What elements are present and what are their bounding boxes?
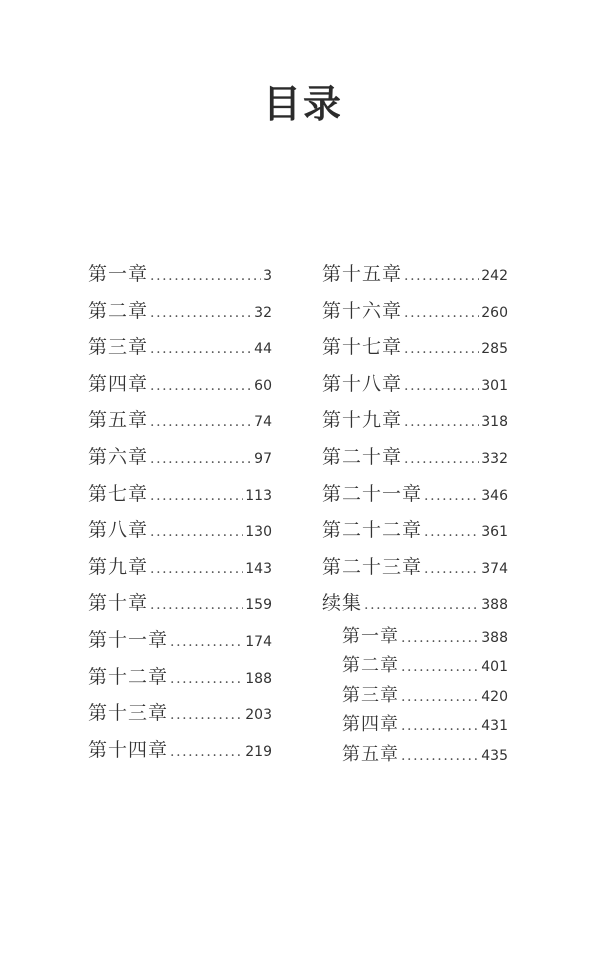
toc-sub-entry-label: 第二章 <box>342 655 399 677</box>
toc-entry-page: 346 <box>481 487 508 504</box>
toc-entry[interactable] <box>322 549 508 586</box>
toc-entry-label: 第九章 <box>88 555 149 578</box>
toc-entry[interactable] <box>322 329 508 366</box>
toc-entry[interactable] <box>88 293 272 330</box>
dot-leader <box>364 587 479 624</box>
toc-entry-page: 374 <box>481 560 508 577</box>
toc-sub-entry-label: 第四章 <box>342 714 399 736</box>
toc-entry[interactable] <box>88 366 272 403</box>
toc-sub-entry-page: 420 <box>481 688 508 705</box>
toc-entry[interactable] <box>322 256 508 293</box>
toc-entry-page: 130 <box>245 524 272 541</box>
toc-entry[interactable] <box>322 402 508 439</box>
toc-entry[interactable] <box>88 585 272 622</box>
toc-entry[interactable] <box>88 476 272 513</box>
toc-entry[interactable] <box>88 256 272 293</box>
toc-sub-entry-page: 431 <box>481 718 508 735</box>
toc-entry-page: 32 <box>254 304 272 321</box>
toc-entry[interactable] <box>88 512 272 549</box>
toc-entry-label: 第二十二章 <box>322 519 423 542</box>
dot-leader <box>170 661 243 698</box>
toc-entry-label: 第十八章 <box>322 372 403 395</box>
dot-leader <box>404 441 479 478</box>
toc-entry[interactable] <box>88 659 272 696</box>
toc-entry-page: 143 <box>245 560 272 577</box>
toc-sub-entry[interactable] <box>322 710 508 739</box>
toc-entry[interactable] <box>88 329 272 366</box>
toc-entry-page: 219 <box>245 743 272 760</box>
dot-leader <box>150 295 252 332</box>
dot-leader <box>170 624 243 661</box>
toc-entry-page: 44 <box>254 341 272 358</box>
dot-leader <box>404 258 479 295</box>
toc-entry-page: 285 <box>481 341 508 358</box>
dot-leader <box>150 478 243 515</box>
toc-entry-page: 159 <box>245 597 272 614</box>
toc-entry-label: 第二十一章 <box>322 482 423 505</box>
toc-entry-label: 第十四章 <box>88 738 169 761</box>
toc-sub-entry[interactable] <box>322 740 508 769</box>
dot-leader <box>404 295 479 332</box>
toc-entry-page: 332 <box>481 450 508 467</box>
toc-entry-label: 第十章 <box>88 592 149 615</box>
toc-entry-page: 388 <box>481 597 508 614</box>
toc-entry-page: 113 <box>245 487 272 504</box>
toc-entry-page: 260 <box>481 304 508 321</box>
toc-entry-page: 318 <box>481 414 508 431</box>
toc-entry[interactable] <box>322 293 508 330</box>
toc-sub-entry-page: 435 <box>481 747 508 764</box>
page-title: 目录 <box>262 82 343 126</box>
toc-entry-page: 60 <box>254 377 272 394</box>
toc-entry-page: 242 <box>481 268 508 284</box>
dot-leader <box>170 734 243 771</box>
dot-leader <box>150 514 243 551</box>
dot-leader <box>401 742 479 771</box>
dot-leader <box>424 551 479 588</box>
toc-entry-page: 74 <box>254 414 272 431</box>
toc-entry-label: 续集 <box>322 592 363 615</box>
dot-leader <box>150 587 243 624</box>
toc-entry-label: 第一章 <box>88 263 149 285</box>
dot-leader <box>404 331 479 368</box>
dot-leader <box>424 514 479 551</box>
dot-leader <box>150 441 252 478</box>
toc-entry-label: 第十二章 <box>88 665 169 688</box>
toc-entry[interactable] <box>322 439 508 476</box>
toc-entry-page: 174 <box>245 633 272 650</box>
toc-entry-label: 第六章 <box>88 445 149 468</box>
toc-entry-label: 第二章 <box>88 299 149 322</box>
dot-leader <box>404 404 479 441</box>
dot-leader <box>424 478 479 515</box>
toc-entry[interactable] <box>322 512 508 549</box>
toc-entry-label: 第七章 <box>88 482 149 505</box>
toc-entry-label: 第十三章 <box>88 702 169 725</box>
toc-sub-entry-page: 401 <box>481 659 508 676</box>
toc-right-column <box>322 256 508 769</box>
toc-entry-label: 第三章 <box>88 336 149 359</box>
toc-entry-page: 97 <box>254 450 272 467</box>
dot-leader <box>150 258 261 295</box>
toc-sub-entry-page: 388 <box>481 629 508 646</box>
toc-entry-label: 第二十章 <box>322 445 403 468</box>
toc-entry[interactable] <box>88 622 272 659</box>
toc-sub-entry[interactable] <box>322 681 508 710</box>
toc-entry-page: 361 <box>481 524 508 541</box>
dot-leader <box>150 404 252 441</box>
toc-entry[interactable] <box>88 549 272 586</box>
toc-entry-label: 第十七章 <box>322 336 403 359</box>
dot-leader <box>150 551 243 588</box>
dot-leader <box>170 697 243 734</box>
toc-entry-label: 第五章 <box>88 409 149 432</box>
toc-entry-label: 第十一章 <box>88 628 169 651</box>
toc-entry-label: 第十九章 <box>322 409 403 432</box>
toc-sub-entry-label: 第三章 <box>342 684 399 706</box>
toc-entry[interactable] <box>88 695 272 732</box>
toc-entry-label: 第十五章 <box>322 263 403 285</box>
toc-entry[interactable] <box>88 732 272 769</box>
toc-entry-label: 第十六章 <box>322 299 403 322</box>
toc-entry[interactable] <box>322 366 508 403</box>
toc-entry-label: 第四章 <box>88 372 149 395</box>
toc-sub-entry[interactable] <box>322 651 508 680</box>
toc-entry-label: 第八章 <box>88 519 149 542</box>
dot-leader <box>401 653 479 682</box>
toc-entry-page: 203 <box>245 707 272 724</box>
toc-entry-page: 188 <box>245 670 272 687</box>
dot-leader <box>150 368 252 405</box>
toc-entry[interactable] <box>88 402 272 439</box>
toc-sub-entry-label: 第五章 <box>342 743 399 765</box>
dot-leader <box>404 368 479 405</box>
toc-sub-entry-label: 第一章 <box>342 625 399 647</box>
toc-entry[interactable] <box>88 439 272 476</box>
dot-leader <box>401 712 479 741</box>
dot-leader <box>150 331 252 368</box>
toc-entry[interactable] <box>322 476 508 513</box>
toc-entry-page: 3 <box>263 268 272 284</box>
toc-entry-sequel[interactable] <box>322 585 508 622</box>
toc-left-column <box>88 256 272 768</box>
toc-sub-entry[interactable] <box>322 622 508 651</box>
toc-entry-label: 第二十三章 <box>322 555 423 578</box>
dot-leader <box>401 624 479 653</box>
dot-leader <box>401 683 479 712</box>
toc-entry-page: 301 <box>481 377 508 394</box>
